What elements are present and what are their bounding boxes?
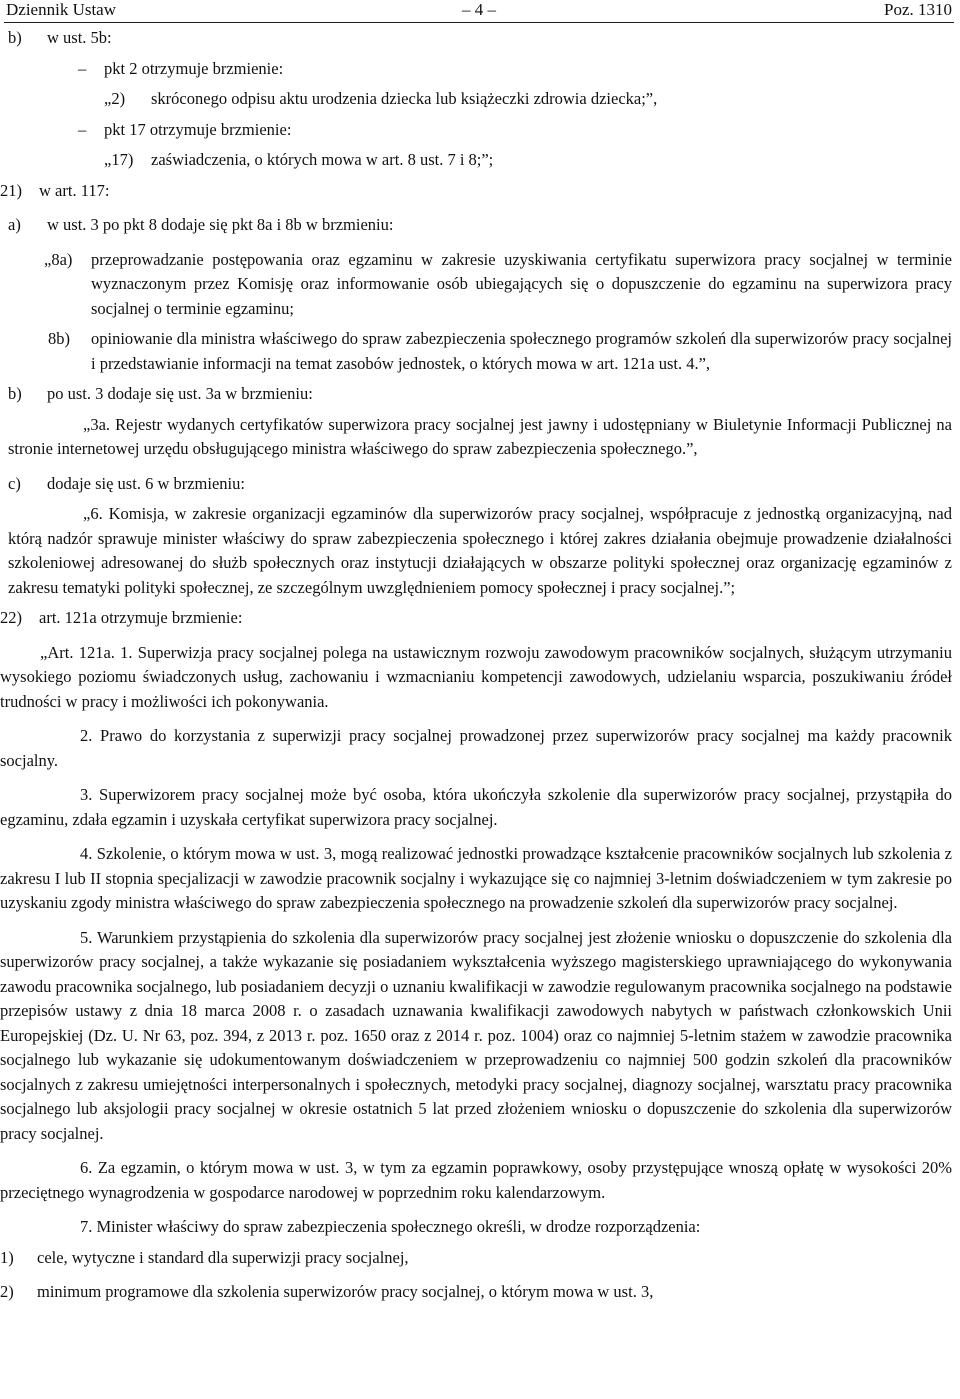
point-text: minimum programowe dla szkolenia superwizorów pracy socjalnej, o którym mowa w ust. 3, — [37, 1282, 654, 1301]
quote-item-2 — [8, 87, 952, 112]
list-point-2 — [0, 1280, 952, 1305]
dash-label: – — [78, 58, 87, 78]
point-22 — [0, 606, 952, 631]
quote-text: zaświadczenia, o których mowa w art. 8 ust. 7 i 8;”; — [151, 150, 494, 169]
quote-text: opiniowanie dla ministra właściwego do spraw zabezpieczenia społecznego programów szkoleń dla superwizorów pracy socjalnej i przedstawianie informacji na temat zasobów jednostek, o których mowa w art. 121a ust. 4.”, — [91, 329, 952, 373]
article-121a-para-6: 6. Za egzamin, o którym mowa w ust. 3, w tym za egzamin poprawkowy, osoby przystępujące wnoszą opłatę w wysokości 20% przeciętnego wynagrodzenia w gospodarce narodowej w poprzednim roku kalendarzowym. — [0, 1158, 952, 1202]
item-b — [8, 382, 952, 407]
item-b-5b — [8, 26, 952, 51]
point-text: art. 121a otrzymuje brzmienie: — [39, 608, 243, 627]
article-121a-para-7: 7. Minister właściwy do spraw zabezpieczenia społecznego określi, w drodze rozporządzenia: — [80, 1217, 701, 1236]
item-text: w ust. 5b: — [47, 28, 112, 47]
list-point-1 — [0, 1246, 952, 1271]
item-label: b) — [8, 384, 22, 403]
point-label: 22) — [0, 608, 22, 627]
item-text: po ust. 3 dodaje się ust. 3a w brzmieniu: — [47, 384, 313, 403]
item-text: w ust. 3 po pkt 8 dodaje się pkt 8a i 8b w brzmieniu: — [47, 215, 394, 234]
item-c — [8, 472, 952, 497]
dash-item-pkt17 — [8, 118, 952, 143]
article-121a-para-1: „Art. 121a. 1. Superwizja pracy socjalnej polega na ustawicznym rozwoju zawodowym pracowników socjalnych, służącym utrzymaniu wysokiego poziomu świadczonych usług, zachowaniu i wzmacnianiu kompetencji zawodowych, udzielaniu wsparcia, poszukiwaniu źródeł trudności w pracy i możliwości ich pokonywania. — [0, 642, 952, 711]
point-21 — [0, 179, 952, 204]
item-label: a) — [8, 215, 21, 234]
dash-label: – — [78, 119, 87, 139]
page-header — [4, 0, 954, 23]
dash-item-pkt2 — [8, 57, 952, 82]
quote-label: „2) — [104, 89, 126, 108]
dash-text: pkt 17 otrzymuje brzmienie: — [104, 119, 292, 139]
page-number: – 4 – — [462, 0, 496, 19]
point-label: 21) — [0, 180, 22, 200]
quote-label: „17) — [104, 150, 134, 169]
position-number: Poz. 1310 — [884, 0, 952, 19]
item-label: b) — [8, 28, 22, 47]
article-121a-para-2: 2. Prawo do korzystania z superwizji pracy socjalnej prowadzonej przez superwizorów pracy socjalnej ma każdy pracownik socjalny. — [0, 726, 952, 770]
article-121a-para-3: 3. Superwizorem pracy socjalnej może być osoba, która ukończyła szkolenie dla superwizorów pracy socjalnej, przystąpiła do egzaminu, zdała egzamin i uzyskała certyfikat superwizora pracy socjalnej. — [0, 785, 952, 829]
article-121a-para-4: 4. Szkolenie, o którym mowa w ust. 3, mogą realizować jednostki prowadzące kształcenie pracowników socjalnych lub szkolenia z zakresu I lub II stopnia specjalizacji w zawodzie pracownik socjalny i wykazujące się co najmniej 3-letnim doświadczeniem w tym zakresie po uzyskaniu zgody ministra właściwego do spraw zabezpieczenia społecznego na prowadzenie szkoleń dla superwizorów pracy socjalnej. — [0, 844, 952, 912]
item-label: c) — [8, 473, 21, 493]
point-label: 2) — [0, 1282, 14, 1301]
item-a — [8, 213, 952, 238]
quote-text: skróconego odpisu aktu urodzenia dziecka lub książeczki zdrowia dziecka;”, — [151, 89, 658, 108]
document-body — [0, 26, 952, 1305]
article-121a-para-5: 5. Warunkiem przystąpienia do szkolenia dla superwizorów pracy socjalnej jest złożenie wniosku o dopuszczenie do szkolenia dla superwizorów pracy socjalnej, a także wykazanie się posiadaniem wykształcenia wyższego magisterskiego uprawniającego do wykonywania zawodu pracownika socjalnego, lub posiadaniem decyzji o uznaniu kwalifikacji w zawodzie regulowanym pracownika socjalnego na podstawie przepisów ustawy z dnia 18 marca 2008 r. o zasadach uznawania kwalifikacji zawodowych nabytych w państwach członkowskich Unii Europejskiej (Dz. U. Nr 63, poz. 394, z 2013 r. poz. 1650 oraz z 2014 r. poz. 1004) oraz co najmniej 5-letnim stażem w zawodzie pracownika socjalnego lub wykazanie się udokumentowanym doświadczeniem w przeprowadzeniu co najmniej 500 godzin szkoleń dla pracowników socjalnych z zakresu umiejętności interpersonalnych i społecznych, metodyki pracy socjalnej, diagnozy socjalnej, warsztatu pracy pracownika socjalnego lub aksjologii pracy socjalnej w okresie ostatnich 5 lat przed złożeniem wniosku o dopuszczenie do szkolenia dla superwizorów pracy socjalnej. — [0, 927, 952, 1143]
item-text: dodaje się ust. 6 w brzmieniu: — [47, 473, 245, 493]
point-text: w art. 117: — [39, 180, 110, 200]
paragraph-ust-3a: „3a. Rejestr wydanych certyfikatów superwizora pracy socjalnej jest jawny i udostępniany w Biuletynie Informacji Publicznej na stronie internetowej urzędu obsługującego ministra właściwego do spraw zabezpieczenia społecznego.”, — [8, 414, 952, 458]
paragraph-ust-6: „6. Komisja, w zakresie organizacji egzaminów dla superwizorów pracy socjalnej, współpracuje z jednostką organizacyjną, nad którą nadzór sprawuje minister właściwy do spraw zabezpieczenia społecznego i której zakres działania obejmuje prowadzenie działalności szkoleniowej adresowanej do służb społecznych oraz instytucji działających w obszarze polityki społecznej oraz organizację egzaminów z zakresu tematyki polityki społecznej, ze szczególnym uwzględnieniem pomocy społecznej i pracy socjalnej.”; — [8, 504, 952, 597]
quote-item-17 — [8, 148, 952, 173]
point-label: 1) — [0, 1247, 14, 1267]
quote-item-8a — [44, 248, 952, 322]
quote-text: przeprowadzanie postępowania oraz egzaminu w zakresie uzyskiwania certyfikatu superwizora pracy socjalnej w terminie wyznaczonym przez Komisję oraz informowanie osób ubiegających się o dopuszczenie do egzaminu na superwizora pracy socjalnej o terminie egzaminu; — [91, 249, 952, 318]
quote-label: „8a) — [44, 249, 73, 269]
point-text: cele, wytyczne i standard dla superwizji pracy socjalnej, — [37, 1247, 409, 1267]
quote-label: 8b) — [48, 329, 70, 348]
journal-title: Dziennik Ustaw — [6, 0, 117, 19]
quote-item-8b — [48, 327, 952, 376]
dash-text: pkt 2 otrzymuje brzmienie: — [104, 58, 284, 78]
